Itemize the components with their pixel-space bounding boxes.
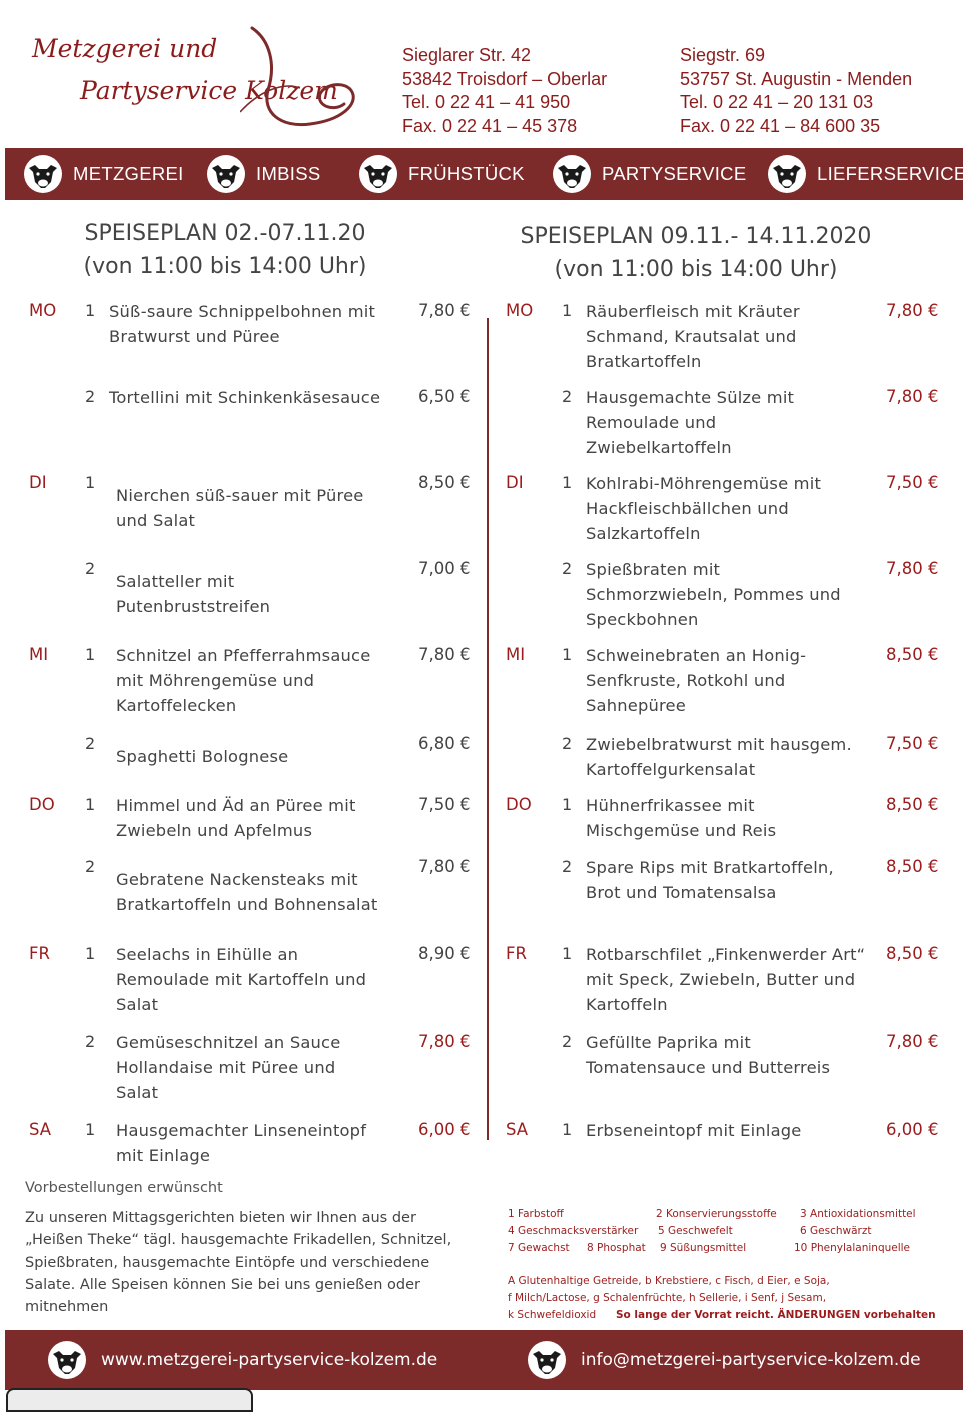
nav-label: PARTYSERVICE	[602, 163, 747, 184]
plan-hours: (von 11:00 bis 14:00 Uhr)	[554, 257, 838, 282]
dish-name: Spießbraten mit Schmorzwiebeln, Pommes und Speckbohnen	[586, 560, 841, 629]
dish-number: 1	[85, 301, 96, 320]
nav-label: FRÜHSTÜCK	[408, 163, 525, 184]
day-label: MO	[506, 301, 534, 320]
email-link[interactable]	[527, 1330, 921, 1390]
nav-item-partyservice[interactable]	[552, 148, 746, 200]
nav-item-metzgerei[interactable]	[23, 148, 184, 200]
dish-number: 1	[562, 473, 573, 492]
dish-name: Himmel und Äd an Püree mit Zwiebeln und Apfelmus	[116, 796, 356, 840]
dish-name: Gefüllte Paprika mit Tomatensauce und Butterreis	[586, 1033, 831, 1077]
dish-name: Schweinebraten an Honig-Senfkruste, Rotkohl und Sahnepüree	[586, 646, 807, 715]
dish-price: 6,00 €	[886, 1120, 939, 1139]
cow-head-icon	[358, 154, 398, 194]
dish-price: 6,50 €	[418, 387, 471, 406]
dish-number: 1	[562, 944, 573, 963]
nav-item-fruehstueck[interactable]	[358, 148, 525, 200]
cow-head-icon	[206, 154, 246, 194]
day-label: DO	[506, 795, 532, 814]
website-link[interactable]	[47, 1330, 437, 1390]
cow-head-icon	[552, 154, 592, 194]
allergens-line: A Glutenhaltige Getreide, b Krebstiere, c Fisch, d Eier, e Soja,	[508, 1275, 830, 1287]
dish-price: 7,80 €	[886, 301, 939, 320]
dish-price: 6,00 €	[418, 1120, 471, 1139]
dish-name: Hühnerfrikassee mit Mischgemüse und Reis	[586, 796, 777, 840]
cow-head-icon	[23, 154, 63, 194]
allergens-line: f Milch/Lactose, g Schalenfrüchte, h Sellerie, i Senf, j Sesam,	[508, 1292, 827, 1304]
dish-name: Hausgemachte Sülze mit Remoulade und Zwiebelkartoffeln	[586, 388, 795, 457]
email-text: info@metzgerei-partyservice-kolzem.de	[581, 1350, 921, 1370]
cow-head-icon	[47, 1340, 87, 1380]
dish-price: 6,80 €	[418, 734, 471, 753]
allergens-line: k Schwefeldioxid	[508, 1309, 597, 1321]
dish-price: 7,80 €	[886, 387, 939, 406]
dish-number: 2	[562, 559, 573, 578]
dish-number: 1	[562, 1120, 573, 1139]
day-label: FR	[29, 944, 50, 963]
dish-price: 8,50 €	[418, 473, 471, 492]
legend-item: 3 Antioxidationsmittel	[800, 1208, 916, 1220]
day-label: MI	[506, 645, 526, 664]
dish-number: 1	[562, 795, 573, 814]
dish-name: Kohlrabi-Möhrengemüse mit Hackfleischbällchen und Salzkartoffeln	[586, 474, 822, 543]
dish-number: 1	[562, 645, 573, 664]
day-label: DI	[29, 473, 47, 492]
day-label: SA	[506, 1120, 529, 1139]
cow-head-icon	[767, 154, 807, 194]
nav-label: METZGEREI	[73, 163, 184, 184]
dish-price: 7,80 €	[418, 645, 471, 664]
dish-price: 8,90 €	[418, 944, 471, 963]
dish-number: 2	[85, 559, 96, 578]
address-street: Siegstr. 69	[680, 45, 766, 65]
dish-price: 7,50 €	[418, 795, 471, 814]
dish-number: 2	[562, 734, 573, 753]
dish-number: 1	[85, 645, 96, 664]
dish-name: Spare Rips mit Bratkartoffeln, Brot und Tomatensalsa	[586, 858, 834, 902]
dish-name: Gebratene Nackensteaks mit Bratkartoffeln und Bohnensalat	[116, 870, 378, 914]
plan-hours: (von 11:00 bis 14:00 Uhr)	[83, 254, 367, 279]
cow-head-icon	[527, 1340, 567, 1380]
nav-bar	[5, 148, 967, 200]
nav-label: LIEFERSERVICE	[817, 163, 967, 184]
stock-disclaimer: So lange der Vorrat reicht. ÄNDERUNGEN vorbehalten	[616, 1309, 936, 1321]
day-label: SA	[29, 1120, 52, 1139]
legend-item: 6 Geschwärzt	[800, 1225, 872, 1237]
address-fax: Fax. 0 22 41 – 84 600 35	[680, 115, 881, 136]
column-divider	[487, 318, 489, 1140]
dish-name: Gemüseschnitzel an Sauce Hollandaise mit Püree und Salat	[116, 1033, 341, 1102]
dish-number: 1	[85, 473, 96, 492]
plan-title: SPEISEPLAN 09.11.- 14.11.2020	[520, 224, 872, 249]
logo-line-1: Metzgerei und	[32, 34, 218, 63]
footer-bar	[5, 1330, 963, 1390]
dish-name: Tortellini mit Schinkenkäsesauce	[109, 388, 381, 407]
address-street: Sieglarer Str. 42	[402, 45, 532, 65]
preorder-note: Vorbestellungen erwünscht	[25, 1180, 223, 1196]
dish-price: 7,80 €	[886, 1032, 939, 1051]
legend-item: 8 Phosphat	[587, 1242, 646, 1254]
dish-name: Nierchen süß-sauer mit Püree und Salat	[116, 486, 364, 530]
dish-name: Hausgemachter Linseneintopf mit Einlage	[116, 1121, 367, 1165]
dish-price: 7,00 €	[418, 559, 471, 578]
legend-item: 9 Süßungsmittel	[660, 1242, 747, 1254]
day-label: MI	[29, 645, 49, 664]
swirl-logo-icon	[240, 20, 365, 135]
website-text: www.metzgerei-partyservice-kolzem.de	[101, 1350, 438, 1370]
legend-item: 10 Phenylalaninquelle	[794, 1242, 911, 1254]
legend-item: 1 Farbstoff	[508, 1208, 564, 1220]
nav-label: IMBISS	[256, 163, 321, 184]
day-label: MO	[29, 301, 57, 320]
legend-item: 2 Konservierungsstoffe	[656, 1208, 777, 1220]
dish-price: 8,50 €	[886, 944, 939, 963]
nav-item-lieferservice[interactable]	[767, 148, 967, 200]
dish-price: 7,50 €	[886, 473, 939, 492]
dish-number: 2	[85, 1032, 96, 1051]
dish-price: 7,50 €	[886, 734, 939, 753]
day-label: DO	[29, 795, 55, 814]
plan-heading-1	[60, 217, 390, 283]
day-label: DI	[506, 473, 524, 492]
dish-name: Seelachs in Eihülle an Remoulade mit Kartoffeln und Salat	[116, 945, 367, 1014]
dish-price: 7,80 €	[886, 559, 939, 578]
plan-title: SPEISEPLAN 02.-07.11.20	[84, 221, 366, 246]
dish-number: 1	[85, 944, 96, 963]
logo-line-2: Partyservice Kolzem	[80, 76, 338, 105]
dish-number: 1	[562, 301, 573, 320]
dish-price: 7,80 €	[418, 301, 471, 320]
dish-number: 2	[85, 857, 96, 876]
dish-price: 7,80 €	[418, 1032, 471, 1051]
dish-number: 1	[85, 795, 96, 814]
dish-name: Salatteller mit Putenbruststreifen	[116, 572, 271, 616]
address-menden	[680, 44, 912, 138]
dish-number: 2	[85, 387, 96, 406]
dish-number: 1	[85, 1120, 96, 1139]
dish-name: Süß-saure Schnippelbohnen mit Bratwurst und Püree	[109, 302, 376, 346]
dish-name: Räuberfleisch mit Kräuter Schmand, Krautsalat und Bratkartoffeln	[586, 302, 800, 371]
address-phone[interactable]: Tel. 0 22 41 – 20 131 03	[680, 92, 874, 112]
hot-counter-note: Zu unseren Mittagsgerichten bieten wir Ihnen aus der „Heißen Theke“ tägl. hausgemachte Frikadellen, Schnitzel, Spießbraten, hausgemachte Eintöpfe und verschiedene Salate. Alle Speisen können Sie bei uns genießen oder mitnehmen	[25, 1210, 452, 1316]
legend-item: 7 Gewachst	[508, 1242, 570, 1254]
dish-price: 7,80 €	[418, 857, 471, 876]
address-city: 53842 Troisdorf – Oberlar	[402, 68, 608, 89]
address-city: 53757 St. Augustin - Menden	[680, 68, 913, 89]
dish-number: 2	[562, 857, 573, 876]
dish-number: 2	[562, 1032, 573, 1051]
nav-item-imbiss[interactable]	[206, 148, 321, 200]
dish-name: Rotbarschfilet „Finkenwerder Art“ mit Speck, Zwiebeln, Butter und Kartoffeln	[586, 945, 866, 1014]
address-phone[interactable]: Tel. 0 22 41 – 41 950	[402, 92, 571, 112]
dish-price: 8,50 €	[886, 857, 939, 876]
dish-price: 8,50 €	[886, 795, 939, 814]
dish-name: Erbseneintopf mit Einlage	[586, 1121, 802, 1140]
dish-name: Spaghetti Bolognese	[116, 747, 289, 766]
legend-item: 4 Geschmacksverstärker	[508, 1225, 639, 1237]
dish-price: 8,50 €	[886, 645, 939, 664]
legend-item: 5 Geschwefelt	[658, 1225, 733, 1237]
dish-number: 2	[562, 387, 573, 406]
dish-number: 2	[85, 734, 96, 753]
bottom-tab-edge	[6, 1388, 253, 1412]
address-oberlar	[402, 44, 607, 138]
day-label: FR	[506, 944, 527, 963]
address-fax: Fax. 0 22 41 – 45 378	[402, 115, 578, 136]
dish-name: Zwiebelbratwurst mit hausgem. Kartoffelgurkensalat	[586, 735, 852, 779]
dish-name: Schnitzel an Pfefferrahmsauce mit Möhrengemüse und Kartoffelecken	[116, 646, 371, 715]
plan-heading-2	[510, 220, 882, 286]
